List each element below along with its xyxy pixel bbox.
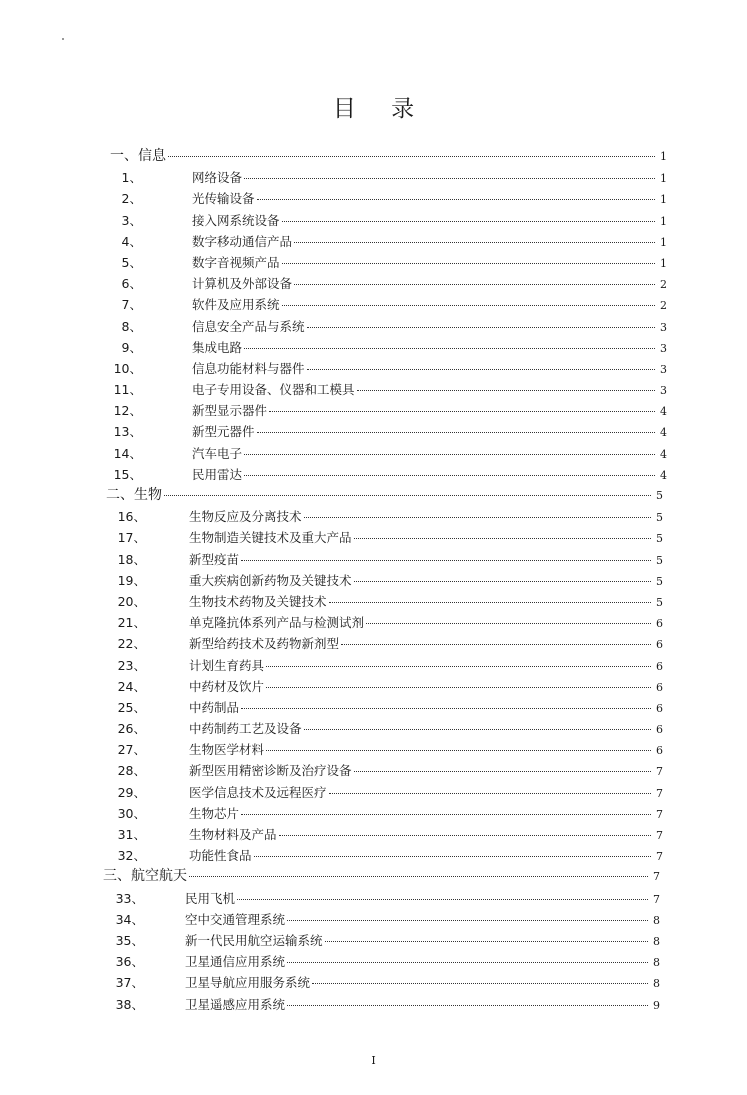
toc-page-number: 2 [660,299,667,313]
toc-item-label: 民用雷达 [192,466,243,482]
toc-item-row[interactable] [0,909,747,930]
toc-item-number: 17、 [117,530,146,546]
toc-item-row[interactable] [0,443,747,464]
toc-section-line [110,146,667,167]
toc-item-label: 数字音视频产品 [192,254,280,270]
toc-item-number: 14、 [113,445,142,461]
toc-item-line [192,358,667,380]
toc-section-label: 二、生物 [106,487,162,503]
toc-item-row[interactable] [0,188,747,209]
toc-item-number: 22、 [117,636,146,652]
toc-item-number: 38、 [115,996,144,1012]
toc-item-line [185,951,660,973]
toc-page-number: 7 [653,870,660,884]
toc-page-number: 3 [660,320,667,334]
toc-item-label: 软件及应用系统 [192,297,280,313]
toc-item-line [192,231,667,253]
toc-page-number: 1 [660,214,667,228]
toc-item-row[interactable] [0,994,747,1015]
toc-item-label: 电子专用设备、仪器和工模具 [192,382,355,398]
dot-leader [241,814,651,815]
toc-item-row[interactable] [0,930,747,951]
toc-item-line [192,252,667,274]
toc-item-row[interactable] [0,252,747,273]
toc-item-row[interactable] [0,676,747,697]
toc-item-label: 计算机及外部设备 [192,276,293,292]
toc-item-number: 1、 [121,170,142,186]
toc-page-number: 5 [656,511,663,525]
toc-item-row[interactable] [0,167,747,188]
toc-item-label: 卫星导航应用服务系统 [185,975,311,991]
dot-leader [244,475,655,476]
toc-item-line [189,527,663,549]
dot-leader [269,411,655,412]
dot-leader [329,793,651,794]
toc-item-row[interactable] [0,231,747,252]
toc-item-label: 汽车电子 [192,445,243,461]
dot-leader [341,644,651,645]
toc-page-number: 7 [653,892,660,906]
toc-item-line [192,167,667,189]
toc-page-number: 8 [653,977,660,991]
toc-item-line [185,909,660,931]
toc-page-number: 3 [660,341,667,355]
dot-leader [294,242,655,243]
scan-speck [62,38,64,40]
toc-item-number: 9、 [121,339,142,355]
toc-item-number: 29、 [117,784,146,800]
toc-item-line [189,676,663,698]
dot-leader [304,729,651,730]
toc-page-number: 6 [656,744,663,758]
toc-item-label: 生物芯片 [189,805,240,821]
toc-item-line [189,739,663,761]
toc-page-number: 1 [660,193,667,207]
toc-item-line [189,549,663,571]
toc-item-label: 中药材及饮片 [189,678,265,694]
toc-item-line [185,888,660,910]
toc-item-label: 中药制药工艺及设备 [189,721,302,737]
dot-leader [354,538,651,539]
toc-item-number: 19、 [117,572,146,588]
toc-item-number: 10、 [113,360,142,376]
dot-leader [237,899,648,900]
toc-item-row[interactable] [0,718,747,739]
toc-item-number: 35、 [115,932,144,948]
dot-leader [329,602,651,603]
toc-item-line [192,316,667,338]
toc-item-label: 医学信息技术及远程医疗 [189,784,327,800]
toc-page-number: 1 [660,235,667,249]
toc-item-number: 12、 [113,403,142,419]
toc-item-label: 新型元器件 [192,424,255,440]
toc-item-line [192,400,667,422]
dot-leader [254,856,651,857]
dot-leader [304,517,651,518]
dot-leader [357,390,655,391]
toc-item-label: 网络设备 [192,170,243,186]
toc-page-number: 5 [656,489,663,502]
toc-item-label: 民用飞机 [185,890,236,906]
toc-item-line [189,506,663,528]
toc-item-row[interactable] [0,294,747,315]
toc-item-line [189,570,663,592]
dot-leader [241,560,651,561]
toc-item-number: 31、 [117,827,146,842]
toc-item-number: 23、 [117,657,146,673]
dot-leader [287,1005,648,1006]
toc-item-line [189,718,663,740]
toc-item-number: 15、 [113,466,142,482]
toc-item-row[interactable] [0,760,747,781]
toc-item-line [185,972,660,994]
toc-item-label: 生物技术药物及关键技术 [189,593,327,609]
toc-item-line [185,994,660,1016]
toc-page-number: 7 [656,786,663,800]
toc-item-line [192,379,667,401]
toc-page-number: 7 [656,850,663,864]
toc-page-number: 1 [660,172,667,186]
toc-item-line [192,421,667,443]
toc-page-number: 6 [656,723,663,737]
toc-item-label: 功能性食品 [189,848,252,864]
dot-leader [354,771,651,772]
toc-page-number: 7 [656,807,663,821]
dot-leader [325,941,648,942]
toc-page-number: 7 [656,765,663,779]
toc-item-row[interactable] [0,591,747,612]
toc-item-row[interactable] [0,570,747,591]
toc-page-number: 4 [660,447,667,461]
toc-item-row[interactable] [0,612,747,633]
toc-page-number: 6 [656,701,663,715]
toc-section-label: 一、信息 [110,148,166,164]
toc-item-row[interactable] [0,845,747,866]
toc-item-line [189,845,663,867]
toc-page-number: 6 [656,617,663,631]
toc-section-line [103,866,660,887]
toc-item-number: 30、 [117,805,146,821]
dot-leader [354,581,651,582]
dot-leader [164,495,651,496]
toc-item-number: 16、 [117,509,146,525]
toc-item-label: 接入网系统设备 [192,212,280,228]
toc-item-row[interactable] [0,951,747,972]
toc-item-number: 20、 [117,593,146,609]
toc-item-row[interactable] [0,697,747,718]
toc-item-row[interactable] [0,464,747,485]
toc-page-number: 4 [660,468,667,482]
toc-item-line [192,188,667,210]
toc-item-number: 36、 [115,954,144,970]
toc-item-number: 28、 [117,763,146,779]
toc-item-label: 数字移动通信产品 [192,233,293,249]
dot-leader [244,454,655,455]
toc-item-label: 集成电路 [192,339,243,355]
dot-leader [366,623,651,624]
toc-section-row[interactable] [0,866,747,887]
toc-item-number: 3、 [121,212,142,228]
toc-item-row[interactable] [0,210,747,231]
toc-item-row[interactable] [0,549,747,570]
toc-item-number: 32、 [117,848,146,864]
toc-item-number: 7、 [121,297,142,313]
dot-leader [307,369,655,370]
toc-item-line [189,760,663,782]
toc-section-label: 三、航空航天 [103,868,187,885]
toc-section-row[interactable] [0,485,747,506]
toc-item-line [192,273,667,295]
toc-item-label: 新型给药技术及药物新剂型 [189,636,340,652]
toc-item-number: 24、 [117,678,146,694]
toc-item-label: 重大疾病创新药物及关键技术 [189,572,352,588]
toc-page-number: 7 [656,829,663,842]
toc-item-label: 信息功能材料与器件 [192,360,305,376]
toc-item-number: 5、 [121,254,142,270]
toc-item-row[interactable] [0,316,747,337]
toc-item-line [192,337,667,359]
toc-page-number: 6 [656,638,663,652]
toc-item-line [189,824,663,846]
toc-page-number: 4 [660,426,667,440]
toc-item-label: 卫星遥感应用系统 [185,996,286,1012]
toc-section-line [106,485,663,506]
toc-item-label: 生物材料及产品 [189,827,277,842]
toc-item-number: 4、 [121,233,142,249]
toc-item-label: 空中交通管理系统 [185,911,286,927]
toc-item-row[interactable] [0,655,747,676]
toc-item-number: 33、 [115,890,144,906]
toc-item-label: 生物医学材料 [189,742,265,758]
toc-item-label: 新型疫苗 [189,551,240,567]
toc-page-number: 5 [656,553,663,567]
dot-leader [257,199,655,200]
toc-item-line [189,803,663,825]
toc-item-row[interactable] [0,782,747,803]
toc-item-number: 13、 [113,424,142,440]
toc-page-number: 5 [656,532,663,546]
toc-item-line [189,612,663,634]
toc-item-row[interactable] [0,273,747,294]
toc-page-number: 6 [656,680,663,694]
toc-item-row[interactable] [0,972,747,993]
toc-item-row[interactable] [0,400,747,421]
toc-page-number: 1 [660,150,667,163]
dot-leader [266,687,651,688]
toc-item-row[interactable] [0,888,747,909]
toc-item-row[interactable] [0,506,747,527]
toc-item-label: 光传输设备 [192,191,255,207]
toc-item-line [185,930,660,952]
toc-item-line [189,697,663,719]
dot-leader [168,156,655,157]
toc-item-line [189,655,663,677]
dot-leader [241,708,651,709]
toc-item-label: 卫星通信应用系统 [185,954,286,970]
toc-item-row[interactable] [0,633,747,654]
dot-leader [287,962,648,963]
toc-item-line [189,782,663,804]
toc-item-label: 新型医用精密诊断及治疗设备 [189,763,352,779]
table-of-contents [0,146,747,1015]
page-title: 目 录 [332,96,429,122]
toc-item-line [189,633,663,655]
toc-section-row[interactable] [0,146,747,167]
toc-item-label: 新一代民用航空运输系统 [185,932,323,948]
toc-item-number: 26、 [117,721,146,737]
toc-item-label: 生物反应及分离技术 [189,509,302,525]
toc-item-number: 6、 [121,276,142,292]
toc-page-number: 8 [653,913,660,927]
toc-page-number: 1 [660,256,667,270]
dot-leader [282,221,655,222]
footer-page-number: I [371,1054,376,1067]
dot-leader [307,327,655,328]
toc-item-line [192,294,667,316]
toc-item-row[interactable] [0,379,747,400]
dot-leader [282,305,655,306]
toc-item-label: 中药制品 [189,699,240,715]
toc-page-number: 5 [656,574,663,588]
toc-item-number: 8、 [121,318,142,334]
toc-item-number: 18、 [117,551,146,567]
toc-item-row[interactable] [0,358,747,379]
toc-item-label: 计划生育药具 [189,657,265,673]
toc-page-number: 4 [660,405,667,419]
toc-item-number: 25、 [117,699,146,715]
toc-item-number: 34、 [115,911,144,927]
toc-page-number: 9 [653,998,660,1012]
toc-page-number: 3 [660,362,667,376]
toc-item-label: 生物制造关键技术及重大产品 [189,530,352,546]
toc-item-number: 27、 [117,742,146,758]
dot-leader [244,348,655,349]
toc-item-line [189,591,663,613]
toc-item-row[interactable] [0,739,747,760]
toc-page-number: 8 [653,934,660,948]
toc-item-label: 信息安全产品与系统 [192,318,305,334]
dot-leader [294,284,655,285]
toc-item-number: 11、 [113,382,142,398]
toc-page-number: 6 [656,659,663,673]
dot-leader [287,920,648,921]
dot-leader [266,750,651,751]
toc-item-line [192,443,667,465]
dot-leader [189,876,648,877]
dot-leader [279,835,651,836]
toc-item-line [192,464,667,486]
dot-leader [312,983,648,984]
toc-page-number: 8 [653,956,660,970]
toc-item-line [192,210,667,232]
toc-item-row[interactable] [0,421,747,442]
dot-leader [282,263,655,264]
toc-page-number: 2 [660,278,667,292]
toc-item-number: 2、 [121,191,142,207]
toc-item-number: 21、 [117,615,146,631]
toc-item-row[interactable] [0,824,747,845]
toc-item-number: 37、 [115,975,144,991]
toc-item-row[interactable] [0,527,747,548]
dot-leader [257,432,655,433]
toc-item-label: 单克隆抗体系列产品与检测试剂 [189,615,365,631]
toc-item-label: 新型显示器件 [192,403,268,419]
dot-leader [266,666,651,667]
dot-leader [244,178,655,179]
toc-page-number: 3 [660,384,667,398]
toc-page-number: 5 [656,595,663,609]
toc-item-row[interactable] [0,803,747,824]
toc-item-row[interactable] [0,337,747,358]
